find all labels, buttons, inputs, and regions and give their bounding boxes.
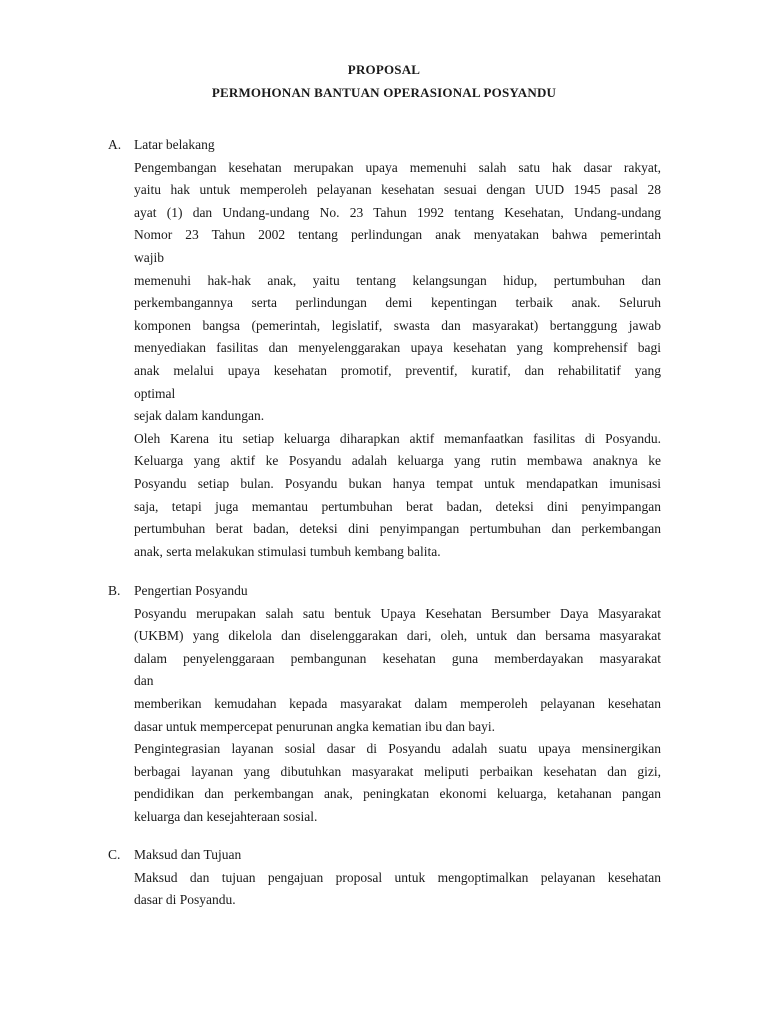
section-heading: Latar belakang [134,137,215,152]
paragraph-line: Posyandu setiap bulan. Posyandu bukan hanya tempat untuk mendapatkan imunisasi [134,476,661,491]
section-letter: B. [108,583,121,598]
paragraph-line: (UKBM) yang dikelola dan diselenggarakan dari, oleh, untuk dan bersama masyarakat [134,628,661,644]
paragraph-line: anak melalui upaya kesehatan promotif, preventif, kuratif, dan rehabilitatif yang [134,363,661,378]
paragraph-line: ayat (1) dan Undang-undang No. 23 Tahun 1992 tentang Kesehatan, Undang-undang [134,204,661,220]
paragraph-line: anak, serta melakukan stimulasi tumbuh kembang balita. [134,543,441,559]
paragraph-line: saja, tetapi juga memantau pertumbuhan berat badan, deteksi dini penyimpangan [134,498,661,514]
paragraph-line: perkembangannya serta perlindungan demi kepentingan terbaik anak. Seluruh [134,295,661,311]
section-heading: Maksud dan Tujuan [134,847,242,862]
paragraph-line: Maksud dan tujuan pengajuan proposal untuk mengoptimalkan pelayanan kesehatan [134,869,661,885]
paragraph-line: Pengintegrasian layanan sosial dasar di Posyandu adalah suatu upaya mensinergikan [134,741,661,757]
document-title: PROPOSAL [347,62,421,77]
section-letter: A. [108,137,122,152]
paragraph-line: Pengembangan kesehatan merupakan upaya memenuhi salah satu hak dasar rakyat, [134,159,661,175]
paragraph-line: dan [134,673,154,689]
paragraph-line: pertumbuhan berat badan, deteksi dini penyimpangan pertumbuhan dan perkembangan [134,521,661,537]
paragraph-line: menyediakan fasilitas dan menyelenggarakan upaya kesehatan yang komprehensif bagi [134,340,661,356]
paragraph-line: Posyandu merupakan salah satu bentuk Upaya Kesehatan Bersumber Daya Masyarakat [134,605,661,621]
paragraph-line: berbagai layanan yang dibutuhkan masyarakat meliputi perbaikan kesehatan dan gizi, [134,763,661,779]
paragraph-line: keluarga dan kesejahteraan sosial. [134,809,318,824]
paragraph-line: wajib [134,250,164,265]
paragraph-line: dasar untuk mempercepat penurunan angka kematian ibu dan bayi. [134,718,495,734]
document-subtitle: PERMOHONAN BANTUAN OPERASIONAL POSYANDU [211,85,557,100]
paragraph-line: sejak dalam kandungan. [134,408,265,424]
paragraph-line: pendidikan dan perkembangan anak, peningkatan ekonomi keluarga, ketahanan pangan [134,786,661,802]
paragraph-line: dasar di Posyandu. [134,892,236,908]
section-heading: Pengertian Posyandu [134,583,248,598]
paragraph-line: dalam penyelenggaraan pembangunan kesehatan guna memberdayakan masyarakat [134,650,661,666]
paragraph-line: memberikan kemudahan kepada masyarakat dalam memperoleh pelayanan kesehatan [134,696,661,711]
paragraph-line: komponen bangsa (pemerintah, legislatif, swasta dan masyarakat) bertanggung jawab [134,317,661,333]
paragraph-line: Nomor 23 Tahun 2002 tentang perlindungan anak menyatakan bahwa pemerintah [134,227,661,243]
paragraph-line: memenuhi hak-hak anak, yaitu tentang kelangsungan hidup, pertumbuhan dan [134,272,661,288]
paragraph-line: Oleh Karena itu setiap keluarga diharapkan aktif memanfaatkan fasilitas di Posyandu. [134,430,661,446]
paragraph-line: optimal [134,385,176,401]
section-letter: C. [108,847,121,862]
paragraph-line: Keluarga yang aktif ke Posyandu adalah keluarga yang rutin membawa anaknya ke [134,453,661,469]
paragraph-line: yaitu hak untuk memperoleh pelayanan kesehatan sesuai dengan UUD 1945 pasal 28 [134,182,661,198]
